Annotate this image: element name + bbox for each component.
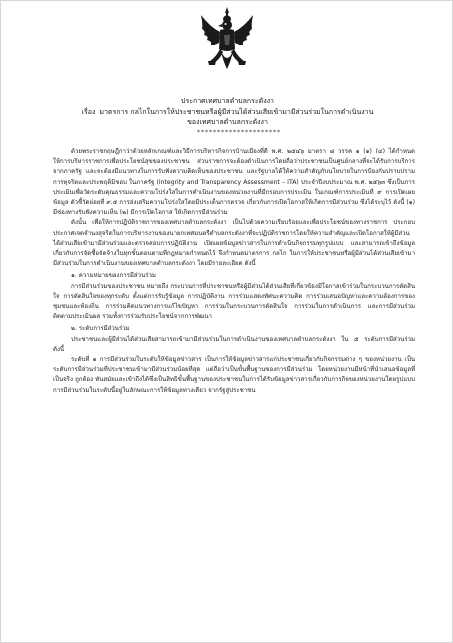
subject-line xyxy=(41,107,414,118)
subject-line-2: ของเทศบาลตำบลกระดังงา xyxy=(187,118,268,126)
paragraph-levels-intro: ประชาชนและผู้มีส่วนได้ส่วนเสียสามารถเข้ามามีส่วนร่วมในการดำเนินงานของเทศบาลตำบลกระดังงา ใน ๕ ระดับการมีส่วนร่วม ดังนี้ xyxy=(53,335,415,353)
garuda-emblem-icon xyxy=(198,5,256,77)
paragraph-preamble: ด้วยพระราชกฤษฎีกาว่าด้วยหลักเกณฑ์และวิธีการบริหารกิจการบ้านเมืองที่ดี พ.ศ. ๒๕๔๖ มาตรา ๘ วรรค ๑ (๑) (๔) ได้กำหนดให้การบริหารราชการเพื่อประโยชน์สุขของประชาชน ส่วนราชการจะต้องดำเนินการโดยถือว่าประชาชนเป็นศูนย์กลางที่จะได้รับการบริการจากภาครัฐ และจะต้องมีแนวทางในการรับฟังความคิดเห็นของประชาชน และรัฐบาลได้ให้ความสำคัญกับนโยบายในการป้องกันปราบปรามการทุจริตและประพฤติมิชอบ ในภาครัฐ (Integrity and Transparency Assessment – ITA) ประจำปีงบประมาณ พ.ศ. ๒๕๖๓ ซึ่งเป็นการประเมินเพื่อวัดระดับคุณธรรมและความโปร่งใสในการดำเนินงานของหน่วยงานที่มีกรอบการประเมิน ในเกณฑ์การประเมินที่ ๙ การเปิดเผยข้อมูล ตัวชี้วัดย่อยที่ ๙.๕ การส่งเสริมความโปร่งใสโดยมีประเด็นการตรวจ เกี่ยวกับการเปิดโอกาสให้เกิดการมีส่วนร่วม ซึ่งได้ระบุไว้ ดังนี้ (๑) มีช่องทางรับฟังความเห็น (๒) มีการเปิดโอกาส ให้เกิดการมีส่วนร่วม xyxy=(53,148,415,217)
section-heading-2: ๒. ระดับการมีส่วนร่วม xyxy=(71,325,130,333)
subject-label: เรื่อง xyxy=(81,107,96,116)
paragraph-level-1: ระดับที่ ๑ การมีส่วนร่วมในระดับให้ข้อมูลข่าวสาร เป็นการให้ข้อมูลข่าวสารแก่ประชาชนเกี่ยวกับกิจกรรมต่าง ๆ ของหน่วยงาน เป็นระดับการมีส่วนร่วมที่ประชาชนเข้ามามีส่วนร่วมน้อยที่สุด แต่ถือว่าเป็นขั้นพื้นฐานของการมีส่วนร่วม โดยหน่วยงานมีหน้าที่นำเสนอข้อมูลที่เป็นจริง ถูกต้อง ทันสมัยและเข้าถึงได้ซึ่งเป็นสิทธิขั้นพื้นฐานของประชาชนในการได้รับข้อมูลข่าวสารเกี่ยวกับการกิจของหน่วยงานโดยรูปแบบการมีส่วนร่วมในระดับนี้อยู่ในลักษณะการให้ข้อมูลทางเดียว จากรัฐสู่ประชาชน xyxy=(53,356,415,394)
paragraph-definition: การมีส่วนร่วมของประชาชน หมายถึง กระบวนการที่ประชาชนหรือผู้มีส่วนได้ส่วนเสียที่เกี่ยวข้องมีโอกาสเข้าร่วมในกระบวนการตัดสินใจ การตัดสินใจของทุกระดับ ตั้งแต่การรับรู้ข้อมูล การปฏิบัติงาน การร่วมแสดงทัศนะความคิด การร่วมเสนอปัญหาและความต้องการของชุมชนและท้องถิ่น การร่วมคิดแนวทางการแก้ไขปัญหา การร่วมในกระบวนการตัดสินใจ การร่วมในการดำเนินการ และการมีส่วนร่วมติดตามประเมินผล รวมทั้งการร่วมรับประโยชน์จากการพัฒนา xyxy=(53,282,415,321)
announcement-title: ประกาศเทศบาลตำบลกระดังงา xyxy=(181,97,274,105)
subject-text: มาตรการ กลไกในการให้ประชาชนหรือผู้มีส่วนได้ส่วนเสียเข้ามามีส่วนร่วมในการดำเนินงาน xyxy=(99,107,374,116)
header-divider: ********************* xyxy=(197,129,281,136)
document-header xyxy=(41,96,414,128)
paragraph-therefore: ดังนั้น เพื่อให้การปฏิบัติราชการของเทศบาลตำบลกระดังงา เป็นไปด้วยความเรียบร้อยและเพื่อประโยชน์ของทางราชการ ประกอบประกาศเจตจำนงสุจริตในการบริหารงานของนายกเทศมนตรีตำบลกระดังงาที่จะปฏิบัติราชการโดยให้ความสำคัญและเปิดโอกาสให้ผู้มีส่วนได้ส่วนเสียเข้ามามีส่วนร่วมและตรวจสอบการปฏิบัติงาน เปิดเผยข้อมูลข่าวสารในการดำเนินกิจกรรมทุกรูปแบบ และสามารถเข้าถึงข้อมูลเกี่ยวกับการจัดซื้อจัดจ้างในทุกขั้นตอนตามที่กฎหมายกำหนดไว้ จึงกำหนดมาตรการ กลไก ในการให้ประชาชนหรือผู้มีส่วนได้ส่วนเสียเข้ามามีส่วนร่วมในการดำเนินงานของเทศบาลตำบลกระดังงา โดยมีรายละเอียด ดังนี้ xyxy=(53,219,415,268)
section-heading-1: ๑. ความหมายของการมีส่วนร่วม xyxy=(71,272,156,280)
document-body xyxy=(53,147,415,396)
